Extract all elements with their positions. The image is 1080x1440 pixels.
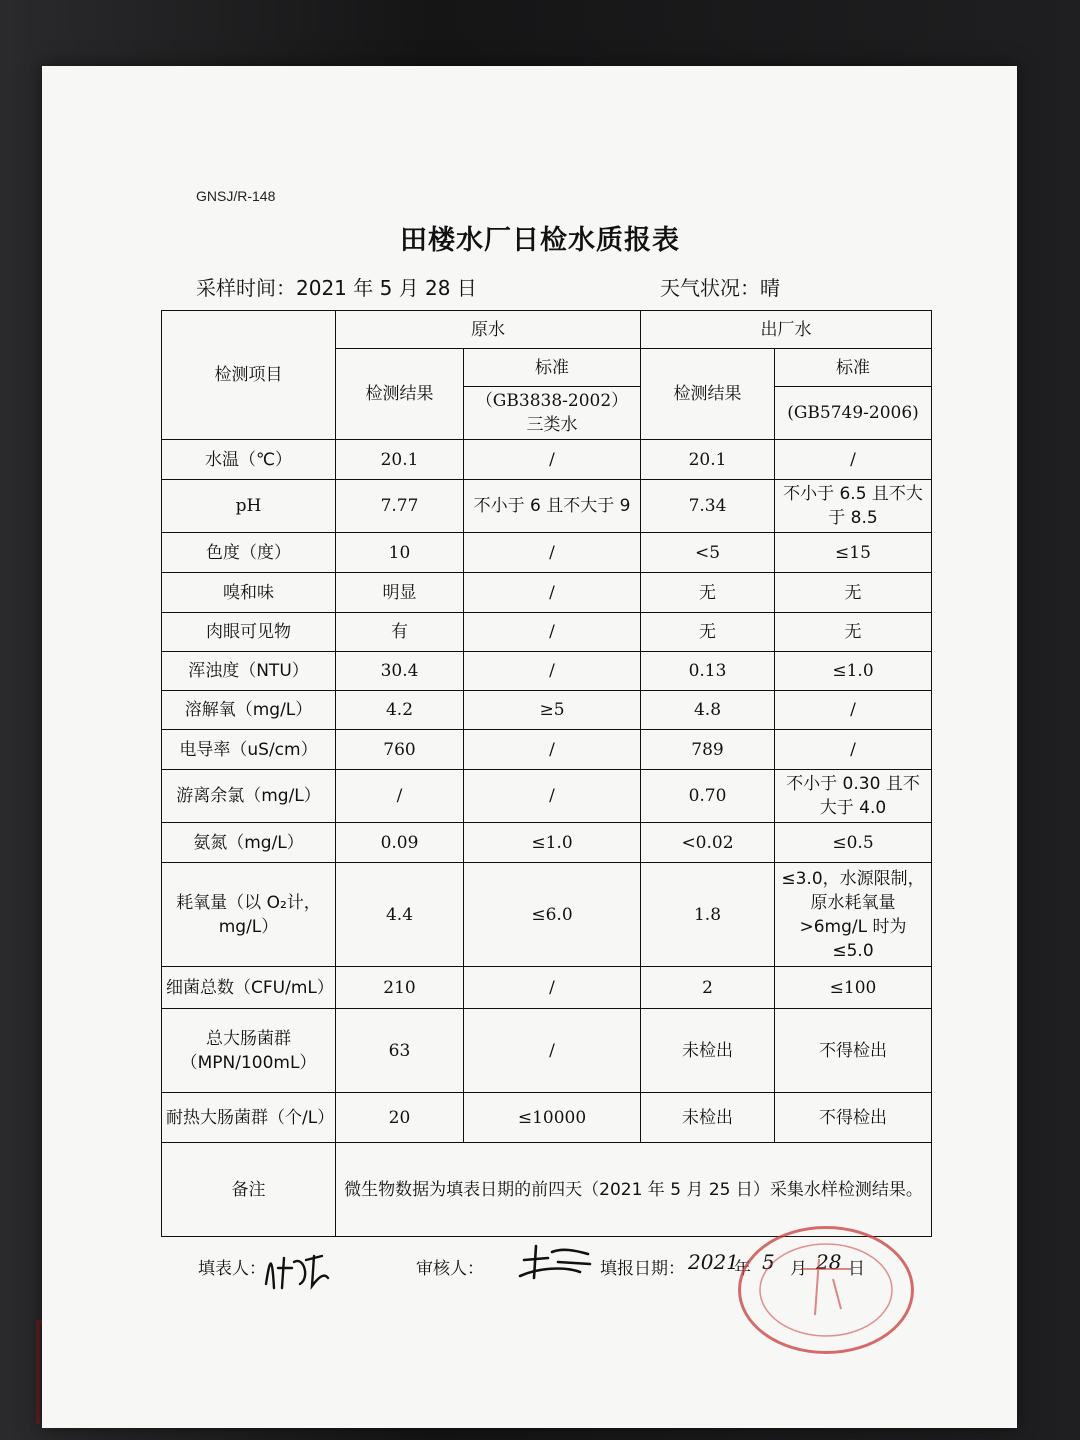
- row-factory-result: 1.8: [641, 863, 775, 967]
- row-raw-standard: ≤6.0: [464, 863, 641, 967]
- row-raw-standard: 不小于 6 且不大于 9: [464, 480, 641, 533]
- remark-label: 备注: [162, 1143, 336, 1237]
- row-raw-standard: /: [464, 1009, 641, 1093]
- row-raw-standard: ≤10000: [464, 1093, 641, 1143]
- row-item: 耐热大肠菌群（个/L）: [162, 1093, 336, 1143]
- row-factory-standard: 不小于 6.5 且不大于 8.5: [775, 480, 932, 533]
- row-factory-standard: /: [775, 691, 932, 730]
- raw-standard-code: [464, 387, 641, 440]
- row-raw-standard: /: [464, 652, 641, 691]
- filler-label: 填表人：: [198, 1259, 266, 1279]
- row-factory-result: <0.02: [641, 823, 775, 863]
- row-factory-standard: 不小于 0.30 且不大于 4.0: [775, 770, 932, 823]
- row-raw-standard: ≤1.0: [464, 823, 641, 863]
- water-quality-table: [161, 310, 932, 1237]
- row-raw-result: 4.4: [336, 863, 464, 967]
- row-raw-standard: /: [464, 533, 641, 573]
- row-item: 肉眼可见物: [162, 613, 336, 652]
- row-raw-standard: ≥5: [464, 691, 641, 730]
- row-factory-standard: 无: [775, 573, 932, 613]
- month-label: 月: [790, 1259, 807, 1279]
- row-raw-result: 20: [336, 1093, 464, 1143]
- row-raw-result: /: [336, 770, 464, 823]
- year-label: 年: [734, 1259, 751, 1279]
- row-item: 嗅和味: [162, 573, 336, 613]
- row-item: 耗氧量（以 O₂计，mg/L）: [162, 863, 336, 967]
- row-raw-result: 7.77: [336, 480, 464, 533]
- row-item: 总大肠菌群（MPN/100mL）: [162, 1009, 336, 1093]
- row-factory-standard: ≤1.0: [775, 652, 932, 691]
- row-item: 色度（度）: [162, 533, 336, 573]
- row-factory-standard: 不得检出: [775, 1093, 932, 1143]
- factory-standard-header: 标准: [775, 349, 932, 387]
- raw-water-header: 原水: [336, 311, 641, 349]
- row-factory-standard: /: [775, 730, 932, 770]
- weather-status: 天气状况：晴: [660, 276, 780, 300]
- factory-result-header: 检测结果: [641, 349, 775, 440]
- date-month: 5: [762, 1250, 775, 1274]
- row-item: 溶解氧（mg/L）: [162, 691, 336, 730]
- row-raw-result: 20.1: [336, 440, 464, 480]
- row-raw-result: 210: [336, 967, 464, 1009]
- row-factory-result: 4.8: [641, 691, 775, 730]
- raw-standard-number: （GB3838-2002）: [475, 391, 629, 411]
- row-raw-standard: /: [464, 440, 641, 480]
- date-day: 28: [816, 1250, 842, 1274]
- row-factory-result: 20.1: [641, 440, 775, 480]
- factory-standard-code: (GB5749-2006): [775, 387, 932, 440]
- row-factory-standard: ≤15: [775, 533, 932, 573]
- reviewer-label: 审核人：: [416, 1259, 484, 1279]
- report-title: 田楼水厂日检水质报表: [400, 225, 680, 256]
- row-factory-standard: ≤0.5: [775, 823, 932, 863]
- row-raw-standard: /: [464, 770, 641, 823]
- row-factory-standard: ≤3.0，水源限制，原水耗氧量>6mg/L 时为≤5.0: [775, 863, 932, 967]
- day-label: 日: [848, 1259, 865, 1279]
- row-factory-result: 7.34: [641, 480, 775, 533]
- raw-standard-header: 标准: [464, 349, 641, 387]
- date-label: 填报日期：: [600, 1259, 685, 1279]
- row-raw-result: 30.4: [336, 652, 464, 691]
- row-factory-standard: ≤100: [775, 967, 932, 1009]
- reviewer-signature: [518, 1242, 598, 1290]
- row-factory-result: 无: [641, 573, 775, 613]
- row-factory-result: 0.13: [641, 652, 775, 691]
- row-item: 游离余氯（mg/L）: [162, 770, 336, 823]
- row-raw-result: 10: [336, 533, 464, 573]
- row-item: 电导率（uS/cm）: [162, 730, 336, 770]
- factory-water-header: 出厂水: [641, 311, 932, 349]
- row-raw-standard: /: [464, 967, 641, 1009]
- row-factory-result: <5: [641, 533, 775, 573]
- row-item: 细菌总数（CFU/mL）: [162, 967, 336, 1009]
- seal-mark: [741, 1229, 911, 1351]
- row-raw-result: 63: [336, 1009, 464, 1093]
- row-factory-standard: 无: [775, 613, 932, 652]
- row-factory-result: 未检出: [641, 1093, 775, 1143]
- row-raw-result: 760: [336, 730, 464, 770]
- row-raw-standard: /: [464, 730, 641, 770]
- row-raw-result: 0.09: [336, 823, 464, 863]
- date-year: 2021: [688, 1250, 739, 1274]
- row-factory-result: 无: [641, 613, 775, 652]
- sampling-time: 采样时间：2021 年 5 月 28 日: [196, 276, 477, 300]
- item-header: 检测项目: [162, 311, 336, 440]
- row-raw-result: 有: [336, 613, 464, 652]
- row-raw-result: 明显: [336, 573, 464, 613]
- row-factory-standard: /: [775, 440, 932, 480]
- row-raw-result: 4.2: [336, 691, 464, 730]
- row-raw-standard: /: [464, 573, 641, 613]
- row-raw-standard: /: [464, 613, 641, 652]
- row-factory-result: 未检出: [641, 1009, 775, 1093]
- official-seal-stamp: [738, 1226, 914, 1354]
- row-factory-result: 789: [641, 730, 775, 770]
- row-item: 浑浊度（NTU）: [162, 652, 336, 691]
- raw-standard-class: 三类水: [526, 415, 578, 435]
- row-factory-standard: 不得检出: [775, 1009, 932, 1093]
- remark-text: 微生物数据为填表日期的前四天（2021 年 5 月 25 日）采集水样检测结果。: [336, 1143, 932, 1237]
- row-factory-result: 2: [641, 967, 775, 1009]
- row-item: pH: [162, 480, 336, 533]
- row-item: 水温（℃）: [162, 440, 336, 480]
- row-factory-result: 0.70: [641, 770, 775, 823]
- raw-result-header: 检测结果: [336, 349, 464, 440]
- filler-signature: [262, 1248, 332, 1300]
- document-code: GNSJ/R-148: [196, 188, 276, 204]
- row-item: 氨氮（mg/L）: [162, 823, 336, 863]
